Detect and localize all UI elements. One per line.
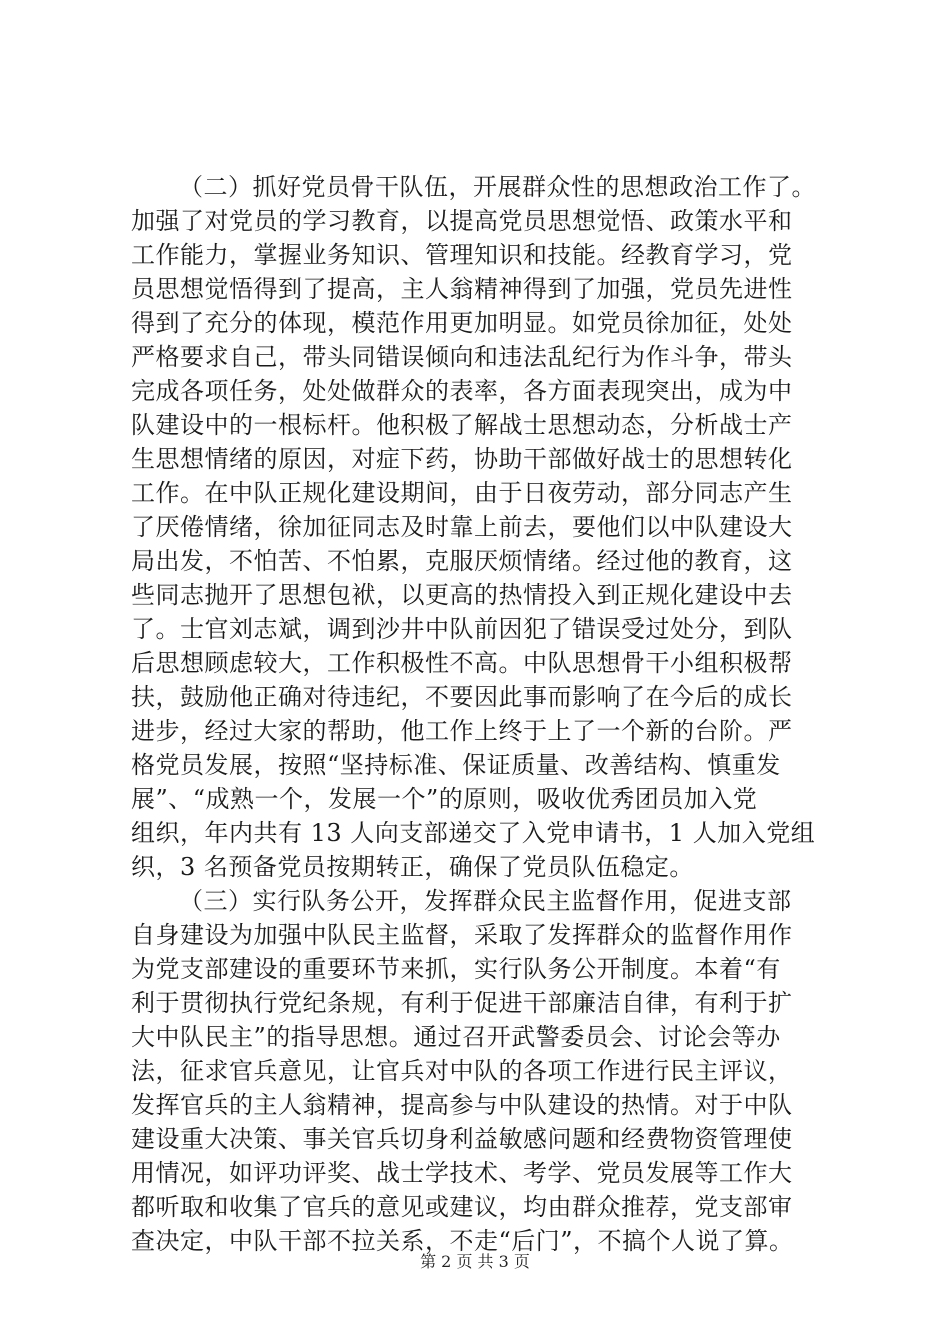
- text-line: 利于贯彻执行党纪条规，有利于促进干部廉洁自律，有利于扩: [131, 989, 793, 1017]
- text-line: 建设重大决策、事关官兵切身利益敏感问题和经费物资管理使: [131, 1125, 793, 1153]
- text-line: 些同志抛开了思想包袱，以更高的热情投入到正规化建设中去: [131, 581, 793, 609]
- text-line: 进步，经过大家的帮助，他工作上终于上了一个新的台阶。严: [131, 717, 793, 745]
- text-line: 严格要求自己，带头同错误倾向和违法乱纪行为作斗争，带头: [131, 343, 793, 371]
- text-line: 工作。在中队正规化建设期间，由于日夜劳动，部分同志产生: [131, 479, 793, 507]
- text-line: 队建设中的一根标杆。他积极了解战士思想动态，分析战士产: [131, 411, 793, 439]
- text-line: 法，征求官兵意见，让官兵对中队的各项工作进行民主评议，: [131, 1057, 793, 1085]
- text-line: （二）抓好党员骨干队伍，开展群众性的思想政治工作了。: [179, 173, 816, 201]
- text-line: 得到了充分的体现，模范作用更加明显。如党员徐加征，处处: [131, 309, 793, 337]
- text-line: 织，3 名预备党员按期转正，确保了党员队伍稳定。: [131, 853, 694, 881]
- text-line: 都听取和收集了官兵的意见或建议，均由群众推荐，党支部审: [131, 1193, 793, 1221]
- text-line: 完成各项任务，处处做群众的表率，各方面表现突出，成为中: [131, 377, 793, 405]
- paragraph-3: [131, 884, 835, 1258]
- text-line: 扶，鼓励他正确对待违纪，不要因此事而影响了在今后的成长: [131, 683, 793, 711]
- page-number-footer: 第 2 页 共 3 页: [420, 1252, 530, 1271]
- text-line: 局出发，不怕苦、不怕累，克服厌烦情绪。经过他的教育，这: [131, 547, 793, 575]
- text-line: 员思想觉悟得到了提高，主人翁精神得到了加强，党员先进性: [131, 275, 793, 303]
- paragraph-2: [131, 170, 835, 884]
- text-line: 了。士官刘志斌，调到沙井中队前因犯了错误受过处分，到队: [131, 615, 793, 643]
- text-line: 发挥官兵的主人翁精神，提高参与中队建设的热情。对于中队: [131, 1091, 793, 1119]
- text-line: 自身建设为加强中队民主监督，采取了发挥群众的监督作用作: [131, 921, 793, 949]
- text-line: 查决定，中队干部不拉关系，不走“后门”，不搞个人说了算。: [131, 1227, 794, 1255]
- document-body: [131, 170, 835, 1258]
- text-line: 为党支部建设的重要环节来抓，实行队务公开制度。本着“有: [131, 955, 781, 983]
- text-line: 大中队民主”的指导思想。通过召开武警委员会、讨论会等办: [131, 1023, 781, 1051]
- text-line: 用情况，如评功评奖、战士学技术、考学、党员发展等工作大: [131, 1159, 793, 1187]
- text-line: 工作能力，掌握业务知识、管理知识和技能。经教育学习，党: [131, 241, 793, 269]
- text-line: 组织，年内共有 13 人向支部递交了入党申请书，1 人加入党组: [131, 819, 816, 847]
- text-line: 格党员发展，按照“坚持标准、保证质量、改善结构、慎重发: [131, 751, 781, 779]
- text-line: 后思想顾虑较大，工作积极性不高。中队思想骨干小组积极帮: [131, 649, 793, 677]
- text-line: 生思想情绪的原因，对症下药，协助干部做好战士的思想转化: [131, 445, 793, 473]
- text-line: 了厌倦情绪，徐加征同志及时靠上前去，要他们以中队建设大: [131, 513, 793, 541]
- text-line: 加强了对党员的学习教育，以提高党员思想觉悟、政策水平和: [131, 207, 793, 235]
- text-line: （三）实行队务公开，发挥群众民主监督作用，促进支部: [179, 887, 792, 915]
- text-line: 展”、“成熟一个，发展一个”的原则，吸收优秀团员加入党: [131, 785, 758, 813]
